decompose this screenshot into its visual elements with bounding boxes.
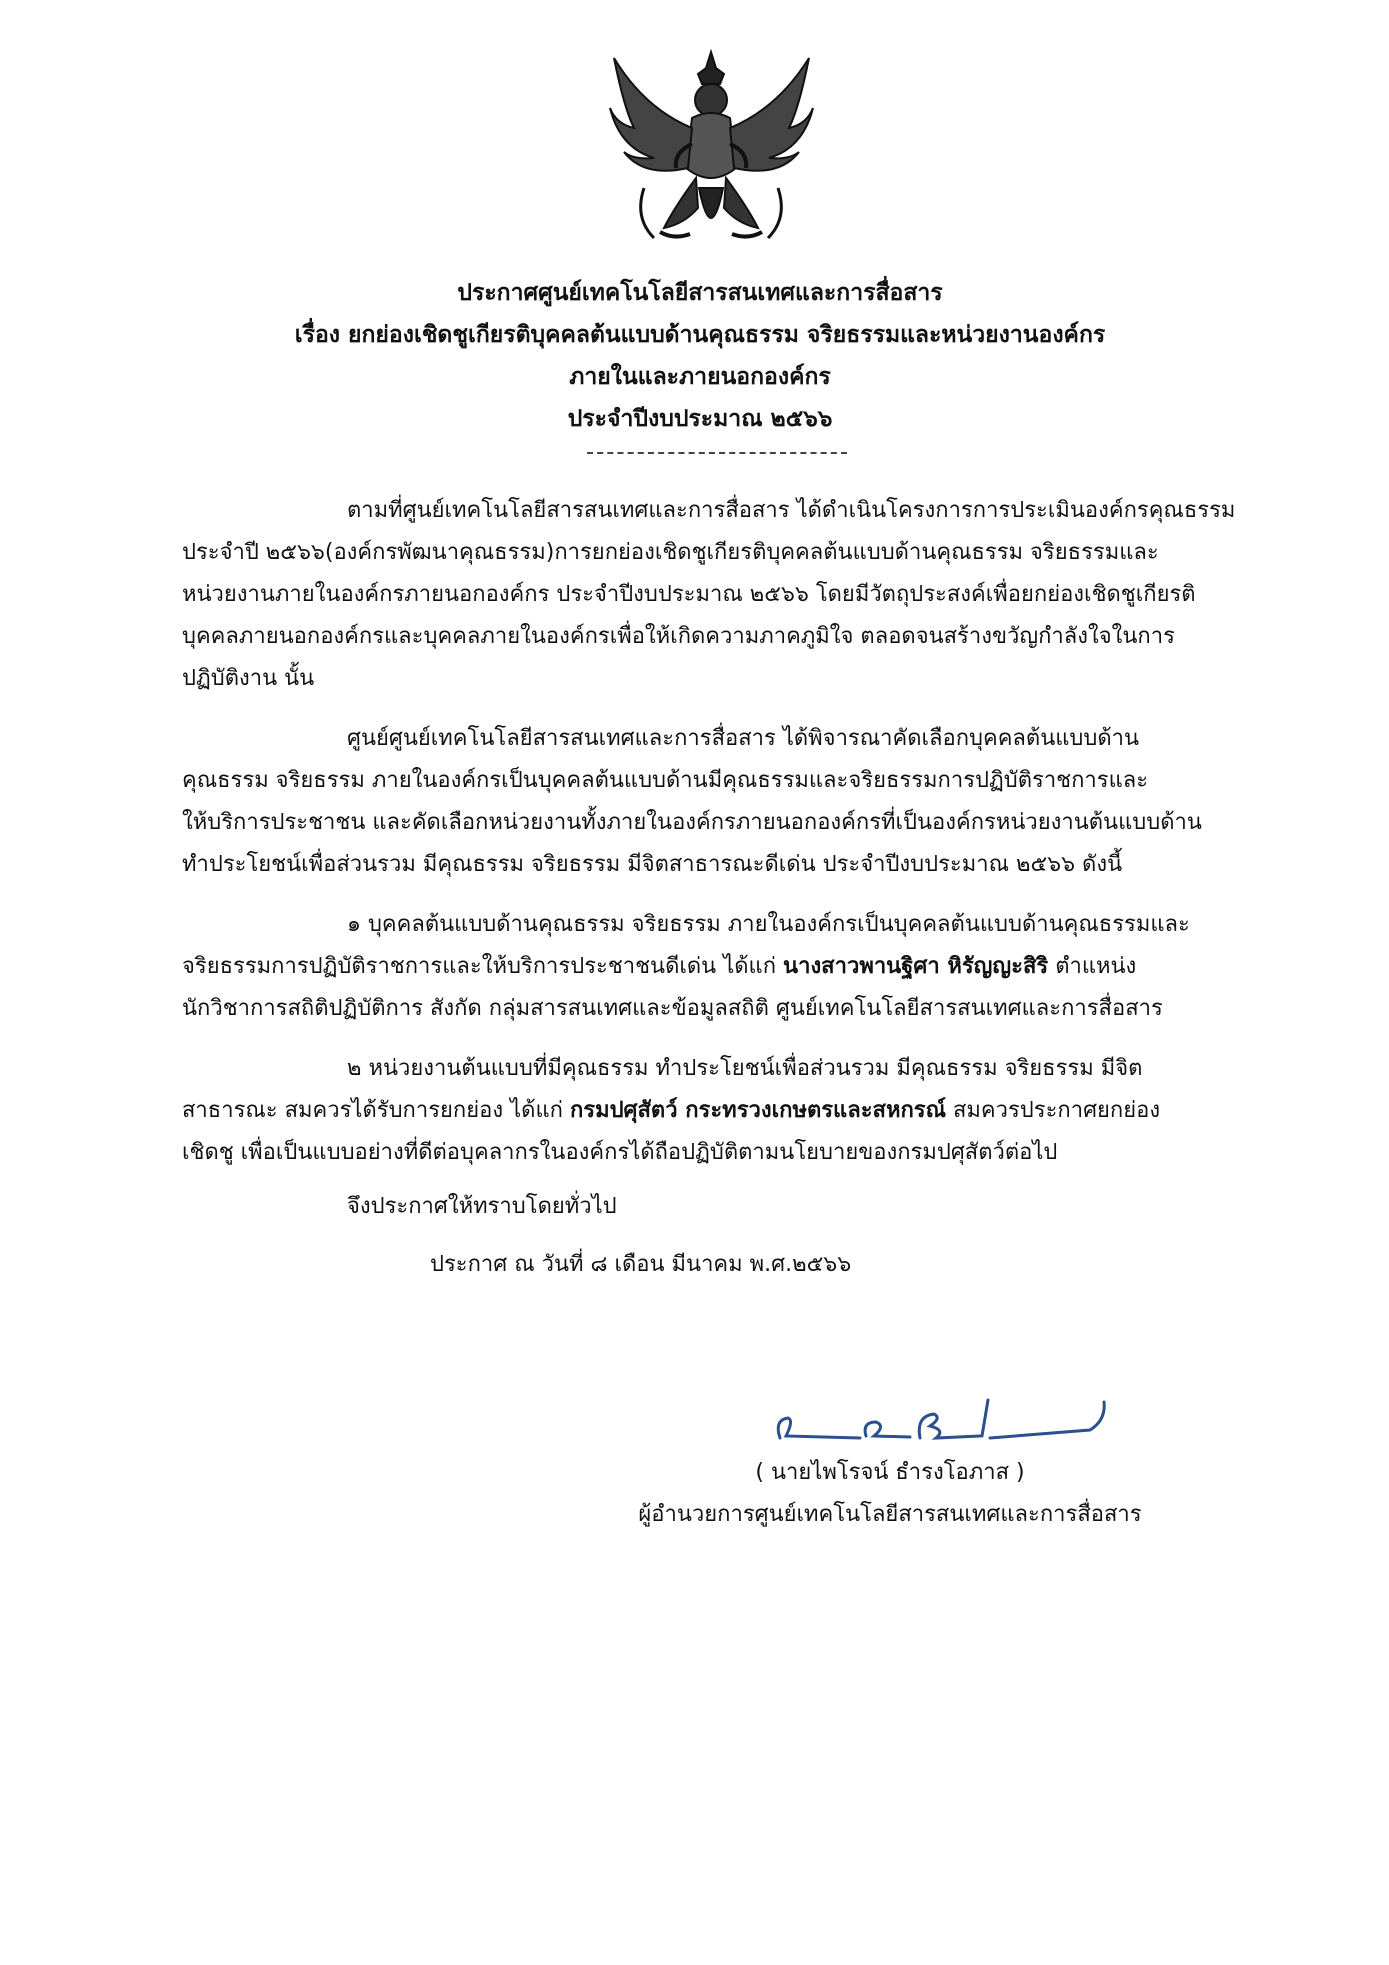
heading-subject-cont: ภายในและภายนอกองค์กร bbox=[569, 364, 831, 390]
heading-subject: เรื่อง ยกย่องเชิดชูเกียรติบุคคลต้นแบบด้านคุณธรรม จริยธรรมและหน่วยงานองค์กร bbox=[294, 322, 1106, 348]
closing-line: จึงประกาศให้ทราบโดยทั่วไป bbox=[347, 1194, 617, 1219]
item-line bbox=[182, 1090, 1254, 1132]
paragraph-line: ปฏิบัติงาน นั้น bbox=[182, 666, 315, 691]
heading-fiscal-year: ประจำปีงบประมาณ ๒๕๖๖ bbox=[567, 406, 833, 432]
item-text: ตำแหน่ง bbox=[1048, 954, 1137, 979]
heading-title: ประกาศศูนย์เทคโนโลยีสารสนเทศและการสื่อสาร bbox=[457, 280, 943, 306]
paragraph-line: ทำประโยชน์เพื่อส่วนรวม มีคุณธรรม จริยธรรม มีจิตสาธารณะดีเด่น ประจำปีงบประมาณ ๒๕๖๖ ดังนี้ bbox=[182, 852, 1123, 877]
awardee-name: นางสาวพานฐิศา หิรัญญะสิริ bbox=[783, 954, 1049, 979]
awardee-organization: กรมปศุสัตว์ กระทรวงเกษตรและสหกรณ์ bbox=[569, 1098, 946, 1123]
item-text: สาธารณะ สมควรได้รับการยกย่อง ได้แก่ bbox=[182, 1098, 570, 1123]
item-2-organization bbox=[182, 1048, 1254, 1174]
item-line: เชิดชู เพื่อเป็นแบบอย่างที่ดีต่อบุคลากรในองค์กรได้ถือปฏิบัติตามนโยบายของกรมปศุสัตว์ต่อไป bbox=[182, 1140, 1058, 1165]
paragraph-line: บุคคลภายนอกองค์กรและบุคคลภายในองค์กรเพื่อให้เกิดความภาคภูมิใจ ตลอดจนสร้างขวัญกำลังใจในการ bbox=[182, 624, 1175, 649]
item-text: สมควรประกาศยกย่อง bbox=[946, 1098, 1161, 1123]
heading-divider bbox=[587, 452, 847, 454]
announcement-heading bbox=[200, 272, 1200, 440]
signatory-name: ( นายไพโรจน์ ธำรงโอภาส ) bbox=[755, 1460, 1025, 1485]
garuda-emblem-icon bbox=[604, 48, 819, 263]
item-line: ๑ บุคคลต้นแบบด้านคุณธรรม จริยธรรม ภายในองค์กรเป็นบุคคลต้นแบบด้านคุณธรรมและ bbox=[347, 912, 1190, 937]
paragraph-line: ศูนย์ศูนย์เทคโนโลยีสารสนเทศและการสื่อสาร ได้พิจารณาคัดเลือกบุคคลต้นแบบด้าน bbox=[347, 726, 1140, 751]
item-text: จริยธรรมการปฏิบัติราชการและให้บริการประชาชนดีเด่น ได้แก่ bbox=[182, 954, 784, 979]
announcement-date: ประกาศ ณ วันที่ ๘ เดือน มีนาคม พ.ศ.๒๕๖๖ bbox=[430, 1252, 852, 1277]
paragraph-1 bbox=[182, 490, 1254, 700]
paragraph-line: หน่วยงานภายในองค์กรภายนอกองค์กร ประจำปีงบประมาณ ๒๕๖๖ โดยมีวัตถุประสงค์เพื่อยกย่องเชิดชูเกียรติ bbox=[182, 582, 1196, 607]
closing-statement bbox=[182, 1186, 1254, 1228]
item-line: ๒ หน่วยงานต้นแบบที่มีคุณธรรม ทำประโยชน์เพื่อส่วนรวม มีคุณธรรม จริยธรรม มีจิต bbox=[347, 1056, 1143, 1081]
item-line: นักวิชาการสถิติปฏิบัติการ สังกัด กลุ่มสารสนเทศและข้อมูลสถิติ ศูนย์เทคโนโลยีสารสนเทศและการสื่อสาร bbox=[182, 996, 1163, 1021]
item-1-individual bbox=[182, 904, 1254, 1030]
paragraph-line: คุณธรรม จริยธรรม ภายในองค์กรเป็นบุคคลต้นแบบด้านมีคุณธรรมและจริยธรรมการปฏิบัติราชการและ bbox=[182, 768, 1149, 793]
item-line bbox=[182, 946, 1254, 988]
paragraph-line: ตามที่ศูนย์เทคโนโลยีสารสนเทศและการสื่อสาร ได้ดำเนินโครงการการประเมินองค์กรคุณธรรม bbox=[347, 498, 1236, 523]
paragraph-line: ประจำปี ๒๕๖๖(องค์กรพัฒนาคุณธรรม)การยกย่องเชิดชูเกียรติบุคคลต้นแบบด้านคุณธรรม จริยธรรมและ bbox=[182, 540, 1159, 565]
paragraph-line: ให้บริการประชาชน และคัดเลือกหน่วยงานทั้งภายในองค์กรภายนอกองค์กรที่เป็นองค์กรหน่วยงานต้นแบบด้าน bbox=[182, 810, 1202, 835]
signatory-position: ผู้อำนวยการศูนย์เทคโนโลยีสารสนเทศและการสื่อสาร bbox=[638, 1502, 1142, 1527]
paragraph-2 bbox=[182, 718, 1254, 886]
date-line bbox=[430, 1244, 1130, 1286]
